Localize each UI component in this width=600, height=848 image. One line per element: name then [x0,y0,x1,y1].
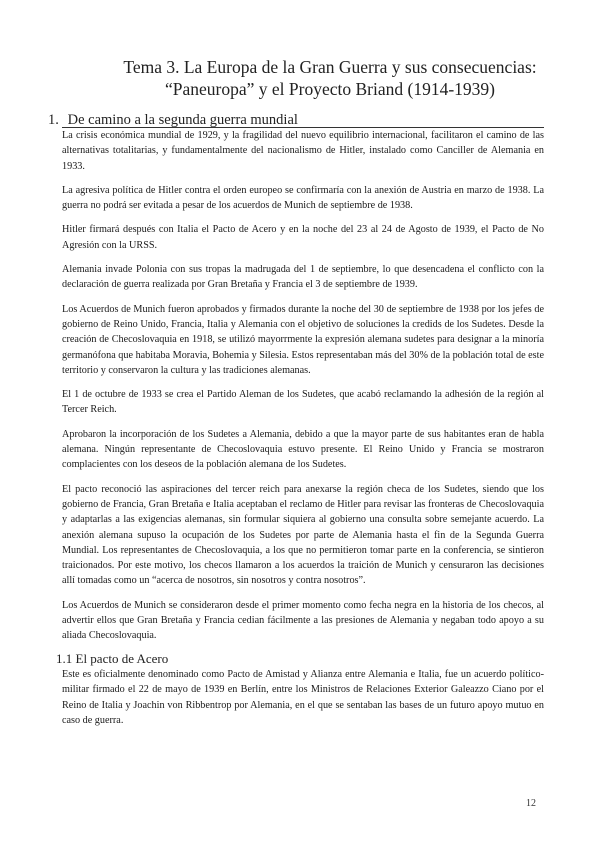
paragraph: La crisis económica mundial de 1929, y la fragilidad del nuevo equilibrio internacional, facilitaron el camino de las alternativas totalitarias, y fundamentalmente del nacionalismo de Hitler, instalado como Canciller de Alemania en 1933. [62,130,544,172]
title-line-1: Tema 3. La Europa de la Gran Guerra y sus consecuencias: [123,57,537,77]
paragraph: Alemania invade Polonia con sus tropas la madrugada del 1 de septiembre, lo que desencadena el conflicto con la declaración de guerra realizada por Gran Bretaña y Francia el 3 de septiembre de 1939. [62,264,544,291]
subsection-heading: 1.1 El pacto de Acero [56,650,169,666]
section-heading-text: De camino a la segunda guerra mundial [67,112,298,128]
paragraph: El 1 de octubre de 1933 se crea el Partido Aleman de los Sudetes, que acabó reclamando la adhesión de la región al Tercer Reich. [62,389,544,416]
page-title [70,56,590,100]
document-body [56,128,544,737]
paragraph: El pacto reconoció las aspiraciones del tercer reich para anexarse la región checa de los Sudetes, siendo que los gobierno de Francia, Gran Bretaña e Italia aceptaban el reclamo de Hitler para revisar las fronteras de Checoslovaquia y adaptarlas a las exigencias alemanas, sin formular siquiera al gobierno una consulta sobre semejante acuerdo. La anexión alemana supuso la ocupación de los Sudetes por parte de Alemania hasta el fin de la Segunda Guerra Mundial. Los representantes de Checoslovaquia, a los que no permitieron tomar parte en la conferencia, se sintieron traicionados. Por este motivo, los checos llamaron a los acuerdos la traición de Munich y censuraron las decisiones allí tomadas como un “acerca de nosotros, sin nosotros y contra nosotros”. [62,483,544,587]
paragraph: Hitler firmará después con Italia el Pacto de Acero y en la noche del 23 al 24 de Agosto de 1939, el Pacto de No Agresión con la URSS. [62,224,544,251]
title-line-2: “Paneuropa” y el Proyecto Briand (1914-1939) [165,79,495,99]
paragraph: Los Acuerdos de Munich fueron aprobados y firmados durante la noche del 30 de septiembre de 1938 por los jefes de gobierno de Reino Unido, Francia, Italia y Alemania con el objetivo de soluciones la credids de los Sudetes. Desde la creación de Checoslovaquia en 1918, se utilizó mayorrmente la expresión alemana sudetes para designar a la minoría germanófona que habitaba Moravia, Bohemia y Silesia. Estos representaban más del 30% de la población total de este territorio y conservaron la cultura y las tradiciones alemanas. [62,303,544,376]
page-number: 12 [526,798,536,809]
paragraph: La agresiva política de Hitler contra el orden europeo se confirmaría con la anexión de Austria en marzo de 1938. La guerra no podrá ser evitada a pesar de los acuerdos de Munich de septiembre de 1938. [62,184,544,212]
paragraph: Aprobaron la incorporación de los Sudetes a Alemania, debido a que la mayor parte de sus habitantes eran de habla alemana. Ningún representante de Checoslovaquia estuvo presente. El Reino Unido y Francia se mostraron complacientes con los deseos de la población alemana de los Sudetes. [62,428,544,471]
paragraph: Los Acuerdos de Munich se consideraron desde el primer momento como fecha negra en la historia de los checos, al advertir ellos que Gran Bretaña y Francia cedian fácilmente a las presiones de Alemania y negaban todo apoyo a su aliada Checoslovaquia. [62,599,544,642]
paragraph: Este es oficialmente denominado como Pacto de Amistad y Alianza entre Alemania e Italia, fue un acuerdo político-militar firmado el 22 de mayo de 1939 en Berlín, entre los Ministros de Relaciones Exterior Galeazzo Ciano por el Reino de Italia y Joachin von Ribbentrop por Alemania, en el que se sentaban las bases de un futuro apoyo mutuo en caso de guerra. [62,668,544,726]
section-number: 1. [48,112,59,128]
